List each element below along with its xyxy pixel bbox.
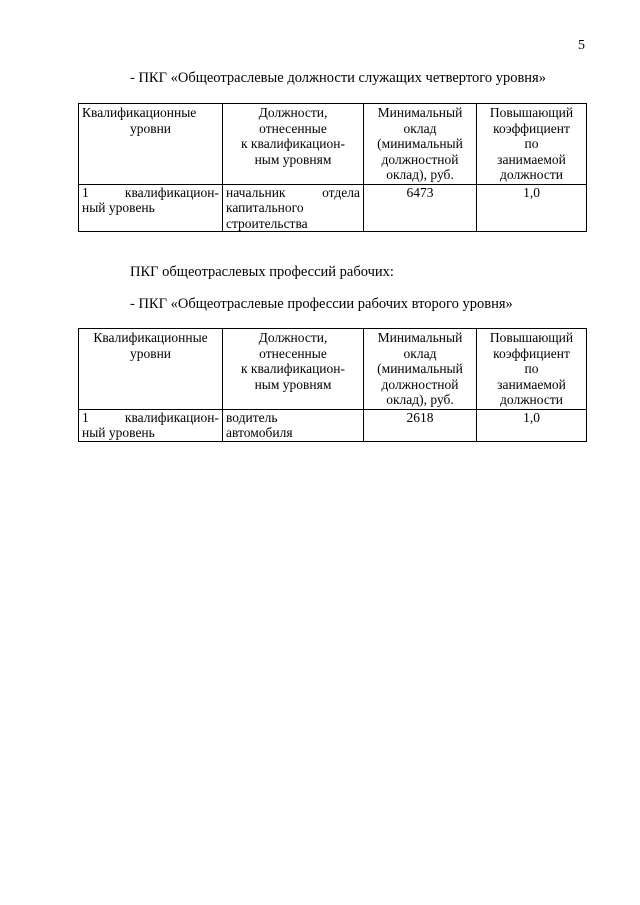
cell-line: начальник отдела <box>226 184 360 200</box>
header-line: Квалификационные <box>93 330 208 345</box>
cell-line: автомобиля <box>226 425 293 440</box>
cell-line: строительства <box>226 215 308 231</box>
header-line: уровни <box>129 120 172 136</box>
cell-qualification-level <box>79 184 223 232</box>
header-min-salary <box>364 104 477 185</box>
header-coefficient <box>477 104 587 185</box>
cell-position <box>223 409 364 441</box>
header-line: оклад), руб. <box>386 167 454 182</box>
header-line: отнесенные <box>259 345 327 361</box>
header-line: ным уровням <box>254 376 332 392</box>
header-line: ным уровням <box>254 151 332 167</box>
page-number: 5 <box>578 38 585 53</box>
header-positions <box>223 329 364 410</box>
cell-salary: 2618 <box>364 409 477 441</box>
cell-qualification-level <box>79 409 223 441</box>
header-line: коэффициент <box>493 345 570 361</box>
salary-table-2 <box>78 328 587 442</box>
cell-position <box>223 184 364 232</box>
header-line: оклад <box>403 120 437 136</box>
salary-table-1 <box>78 103 587 232</box>
header-coefficient <box>477 329 587 410</box>
header-line: Минимальный <box>377 330 463 345</box>
header-line: Минимальный <box>377 105 463 120</box>
cell-line: водитель <box>226 409 278 425</box>
header-positions <box>223 104 364 185</box>
header-min-salary <box>364 329 477 410</box>
header-line: Квалификационные <box>82 105 197 120</box>
section-heading-1: - ПКГ «Общеотраслевые должности служащих четвертого уровня» <box>130 70 546 86</box>
section-heading-2: - ПКГ «Общеотраслевые профессии рабочих второго уровня» <box>130 296 513 312</box>
header-line: уровни <box>129 345 172 361</box>
header-line: к квалификацион- <box>241 136 345 151</box>
header-line: Должности, <box>258 105 328 120</box>
header-line: должности <box>500 167 563 182</box>
header-line: оклад <box>403 345 437 361</box>
header-line: оклад), руб. <box>386 392 454 407</box>
table-header-row <box>79 104 587 185</box>
header-line: занимаемой <box>497 376 566 392</box>
header-line: должности <box>500 392 563 407</box>
cell-line: капитального <box>226 200 304 215</box>
group-heading: ПКГ общеотраслевых профессий рабочих: <box>130 264 394 280</box>
header-line: к квалификацион- <box>241 361 345 376</box>
header-line: Повышающий <box>489 330 574 345</box>
header-line: Должности, <box>258 330 328 345</box>
header-line: отнесенные <box>259 120 327 136</box>
cell-line: ный уровень <box>82 425 155 440</box>
header-line: коэффициент <box>493 120 570 136</box>
cell-coefficient: 1,0 <box>477 184 587 232</box>
header-line: по <box>524 136 539 151</box>
header-qualification-levels <box>79 104 223 185</box>
header-line: по <box>524 361 539 376</box>
header-line: (минимальный <box>377 136 463 151</box>
table-row <box>79 409 587 441</box>
cell-line: ный уровень <box>82 200 155 215</box>
cell-line: 1 квалификацион- <box>82 409 219 425</box>
cell-salary: 6473 <box>364 184 477 232</box>
header-line: (минимальный <box>377 361 463 376</box>
header-line: должностной <box>381 151 459 167</box>
cell-coefficient: 1,0 <box>477 409 587 441</box>
table-row <box>79 184 587 232</box>
table-header-row <box>79 329 587 410</box>
header-line: должностной <box>381 376 459 392</box>
header-line: Повышающий <box>489 105 574 120</box>
header-qualification-levels <box>79 329 223 410</box>
cell-line: 1 квалификацион- <box>82 184 219 200</box>
header-line: занимаемой <box>497 151 566 167</box>
